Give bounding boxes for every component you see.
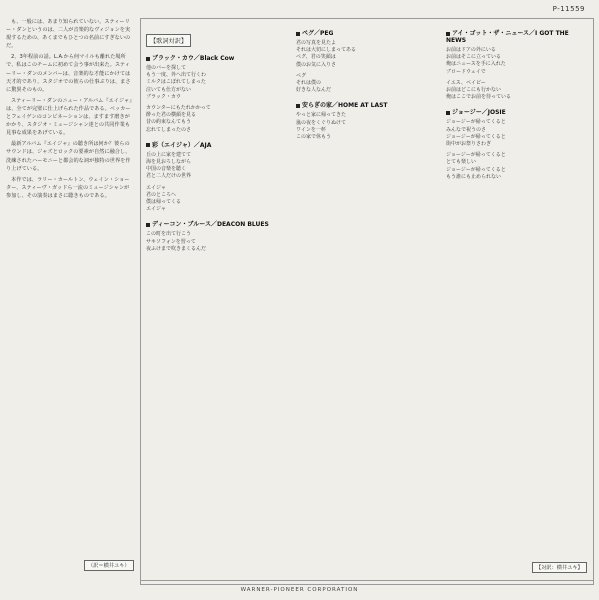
- liner-paragraph: 2、3年程前の話。L.A.から何マイルも離れた場所で、私はこのチームに初めて会う事が出来た。スティーリー・ダンのメンバーは、音楽的な才能にかけては天才的であり、スタジオでの彼らの仕事ぶりは、まさに驚異そのもの。: [6, 54, 131, 93]
- lyric-line: 僕のお気に入りさ: [296, 61, 337, 68]
- lyric-line: 君の写真を見たよ: [296, 40, 337, 46]
- square-bullet-icon: [296, 104, 300, 108]
- lyric-stanza: [146, 185, 284, 214]
- lyric-line: 僕は帰ってくる: [146, 199, 182, 206]
- lyric-line: ジョージーが帰ってくると: [446, 119, 506, 126]
- song-block: [296, 28, 434, 94]
- lyric-line: 好きな人なんだ: [296, 87, 332, 94]
- liner-notes: [6, 18, 134, 588]
- lyric-line: 海を見おろしながら: [146, 159, 192, 166]
- song-block: [146, 219, 284, 253]
- song-title: [146, 219, 284, 228]
- lyrics-heading: 【歌詞対訳】: [146, 34, 191, 47]
- song-title: [446, 107, 584, 116]
- lyric-stanza: [146, 105, 284, 134]
- liner-paragraph: も、一般には、あまり知られていない。スティーリー・ダンというのは、二人が音楽的なヴィジョンを実現するための、あくまでもひとつの名前にすぎないのだ。: [6, 19, 131, 50]
- lyric-line: それは僕の: [296, 80, 322, 87]
- lyric-line: 嵐の夜をくぐりぬけて: [296, 119, 347, 126]
- lyric-line: みんなで祝うのさ: [446, 126, 487, 133]
- lyric-stanza: [146, 65, 284, 101]
- lyric-line: カウンターにもたれかかって: [146, 105, 211, 112]
- lyric-stanza: [146, 231, 284, 253]
- song-title: [146, 53, 284, 62]
- lyric-line: もう一度、外へ出て行くわ: [146, 72, 207, 79]
- lyric-line: お前はドアの外にいる: [446, 47, 496, 53]
- square-bullet-icon: [446, 32, 450, 36]
- lyric-line: ペグ: [296, 72, 307, 79]
- lyric-stanza: [146, 152, 284, 181]
- lyric-line: 丘の上に家を建てて: [146, 151, 192, 158]
- lyric-line: イエス、ベイビー: [446, 79, 486, 86]
- lyric-stanza: [296, 73, 434, 95]
- lyric-line: お前はそこに立っている: [446, 54, 502, 61]
- song-block: [446, 107, 584, 181]
- lyric-line: 君と二人だけの世界: [146, 173, 192, 180]
- lyric-line: エイジャ: [146, 206, 166, 213]
- song-block: [446, 28, 584, 101]
- footer-rule: [140, 580, 594, 586]
- lyric-line: ジョージーが帰ってくると: [446, 133, 506, 140]
- lyric-stanza: [446, 152, 584, 181]
- song-title: [296, 100, 434, 109]
- lyric-line: 街中がお祭りさわぎ: [446, 141, 492, 148]
- lyric-line: 俺はニュースを手に入れた: [446, 61, 506, 68]
- song-title-text: 彩（エイジャ）／AJA: [152, 141, 212, 149]
- song-block: [296, 100, 434, 141]
- liner-paragraph: 本作では、ラリー・カールトン、ウェイン・ショーター、スティーヴ・ガッドら一流のミュージシャンが参加し、その演奏はまさに聴きものである。: [6, 176, 130, 199]
- lyrics-credit: 【対訳：横井ユキ】: [532, 562, 587, 573]
- lyric-line: ペグ、君の笑顔は: [296, 54, 336, 61]
- lyrics-column-3: [446, 28, 584, 578]
- lyrics-column-1: [146, 28, 284, 578]
- song-title-text: ブラック・カウ／Black Cow: [152, 55, 235, 62]
- liner-notes-credit: （訳＝横井ユキ）: [84, 560, 134, 571]
- square-bullet-icon: [146, 57, 150, 61]
- lyric-stanza: [446, 47, 584, 76]
- lyric-stanza: [446, 119, 584, 148]
- song-title-text: ペグ／PEG: [302, 30, 334, 37]
- lyric-line: 俺はここでお前を待っている: [446, 94, 512, 101]
- square-bullet-icon: [146, 223, 150, 227]
- lyric-line: ワインを一杯: [296, 126, 326, 133]
- lyric-line: それは大切にしまってある: [296, 47, 357, 54]
- square-bullet-icon: [296, 32, 300, 36]
- lyric-line: 昔の約束なんてもう: [146, 119, 192, 126]
- song-title: [146, 140, 284, 149]
- lyric-stanza: [296, 112, 434, 141]
- song-block: [146, 53, 284, 134]
- square-bullet-icon: [146, 143, 150, 147]
- song-title-text: アイ・ゴット・ザ・ニュース／I GOT THE NEWS: [446, 30, 569, 44]
- lyric-stanza: [296, 40, 434, 69]
- lyrics-column-2: [296, 28, 434, 578]
- lyric-line: 酔った君の横顔を見る: [146, 112, 197, 119]
- lyric-line: サキソフォンを習って: [146, 238, 196, 245]
- song-title: [296, 28, 434, 37]
- lyric-line: ブラック・カウ: [146, 93, 181, 100]
- song-title: [446, 28, 584, 44]
- song-block: [146, 140, 284, 214]
- liner-paragraph: 最新アルバム『エイジャ』の聴き所は何か？彼らのサウンドは、ジャズとロックの要素が自然に融合し、洗練されたハーモニーと都会的な詞が独特の世界を作り上げている。: [6, 141, 131, 172]
- lyric-line: この町を出て行こう: [146, 231, 192, 238]
- liner-paragraph: スティーリー・ダンのニュー・アルバム『エイジャ』は、全てが完璧に仕上げられた作品である。ベッカーとフェイゲンのコンビネーションは、ますます磨きがかかり、スタジオ・ミュージシャン達との共同作業も見事な成果をあげている。: [6, 97, 132, 137]
- lyric-line: 夜ふけまで吹きまくるんだ: [146, 245, 207, 252]
- lyric-line: お前はどこにも行かない: [446, 87, 502, 94]
- lyric-line: エイジャ: [146, 184, 166, 191]
- lyric-line: 君のところへ: [146, 191, 177, 198]
- song-title-text: ディーコン・ブルース／DEACON BLUES: [152, 221, 269, 229]
- lyric-line: 忘れてしまったのさ: [146, 126, 192, 133]
- lyric-line: 中国の音楽を聴く: [146, 166, 187, 173]
- lyric-line: とても楽しい: [446, 159, 477, 166]
- song-title-text: ジョージー／JOSIE: [452, 109, 506, 117]
- publisher-footer: WARNER-PIONEER CORPORATION: [240, 587, 359, 593]
- lyric-line: ブロードウェイで: [446, 68, 486, 75]
- song-title-text: 安らぎの家／HOME AT LAST: [302, 102, 388, 110]
- lyric-line: 泣いても仕方がない: [146, 86, 192, 93]
- lyric-line: やっと家に帰ってきた: [296, 112, 347, 119]
- lyric-line: この家で休もう: [296, 134, 332, 141]
- lyric-line: 他のバーを探して: [146, 65, 187, 71]
- lyric-stanza: [446, 80, 584, 102]
- lyric-line: ジョージーが帰ってくると: [446, 166, 506, 173]
- lyric-line: ジョージーが帰ってくると: [446, 152, 506, 159]
- square-bullet-icon: [446, 111, 450, 115]
- lyric-line: ミルクはこぼれてしまった: [146, 79, 206, 86]
- lyric-line: もう誰にも止められない: [446, 173, 502, 180]
- catalog-number: P-11559: [552, 5, 585, 13]
